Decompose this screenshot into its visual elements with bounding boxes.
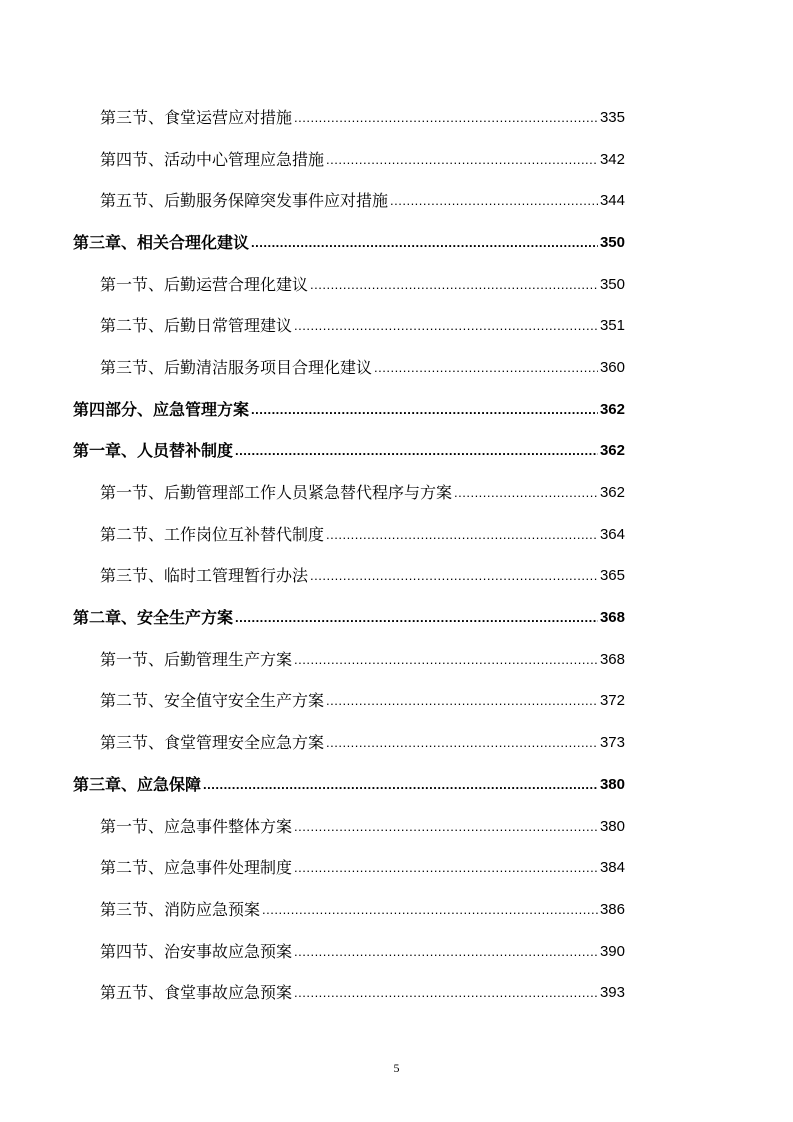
toc-entry[interactable] [0,180,793,222]
toc-entry-title: 第二节、后勤日常管理建议 [100,316,293,336]
toc-entry[interactable] [0,305,793,347]
toc-entry-page: 350 [599,275,625,293]
toc-entry-page: 380 [599,817,625,835]
toc-entry-page: 380 [599,775,625,793]
toc-entry[interactable] [0,722,793,764]
toc-entry-page: 373 [599,734,625,752]
toc-entry-title: 第三节、食堂管理安全应急方案 [100,733,325,753]
toc-entry[interactable] [0,431,793,473]
toc-dot-leader [374,358,598,378]
toc-entry[interactable] [0,931,793,973]
toc-entry[interactable] [0,347,793,389]
toc-entry-page: 342 [599,150,625,168]
table-of-contents [0,97,793,1014]
toc-dot-leader [235,441,598,461]
toc-entry-page: 386 [599,900,625,918]
toc-entry-page: 344 [599,192,625,210]
toc-entry[interactable] [0,264,793,306]
toc-entry-title: 第一节、后勤管理生产方案 [100,649,293,669]
toc-dot-leader [235,608,598,628]
toc-entry[interactable] [0,97,793,139]
toc-entry-page: 364 [599,525,625,543]
toc-entry-title: 第五节、食堂事故应急预案 [100,983,293,1003]
toc-entry[interactable] [0,556,793,598]
toc-entry-title: 第三节、消防应急预案 [100,899,261,919]
toc-dot-leader [262,900,598,920]
toc-entry-page: 351 [599,317,625,335]
toc-dot-leader [454,483,598,503]
toc-dot-leader [251,400,598,420]
toc-dot-leader [294,316,598,336]
toc-entry-title: 第三章、相关合理化建议 [73,232,250,252]
toc-entry-title: 第三节、临时工管理暂行办法 [100,566,309,586]
toc-entry[interactable] [0,764,793,806]
toc-dot-leader [326,691,598,711]
toc-dot-leader [294,817,598,837]
toc-entry-page: 362 [599,442,625,460]
toc-dot-leader [294,942,598,962]
toc-dot-leader [326,525,598,545]
toc-entry[interactable] [0,597,793,639]
toc-entry-title: 第三节、食堂运营应对措施 [100,107,293,127]
toc-entry[interactable] [0,972,793,1014]
page-number: 5 [393,1061,400,1075]
toc-entry-title: 第二章、安全生产方案 [73,608,234,628]
toc-entry-title: 第二节、安全值守安全生产方案 [100,691,325,711]
toc-entry[interactable] [0,806,793,848]
toc-entry-title: 第五节、后勤服务保障突发事件应对措施 [100,191,389,211]
toc-entry-page: 350 [599,233,625,251]
toc-dot-leader [294,858,598,878]
toc-entry-page: 362 [599,484,625,502]
toc-entry-page: 368 [599,650,625,668]
toc-entry[interactable] [0,514,793,556]
toc-entry-title: 第三节、后勤清洁服务项目合理化建议 [100,357,373,377]
toc-entry-page: 360 [599,358,625,376]
toc-entry[interactable] [0,389,793,431]
toc-dot-leader [294,650,598,670]
toc-entry-title: 第一节、应急事件整体方案 [100,816,293,836]
toc-dot-leader [390,191,598,211]
toc-entry-title: 第二节、应急事件处理制度 [100,858,293,878]
toc-entry-title: 第一章、人员替补制度 [73,441,234,461]
toc-entry-title: 第四部分、应急管理方案 [73,399,250,419]
toc-entry-title: 第四节、治安事故应急预案 [100,941,293,961]
toc-entry-title: 第三章、应急保障 [73,774,202,794]
toc-entry-title: 第二节、工作岗位互补替代制度 [100,524,325,544]
toc-entry-page: 365 [599,567,625,585]
toc-entry[interactable] [0,472,793,514]
toc-entry-page: 368 [599,609,625,627]
toc-entry-title: 第一节、后勤管理部工作人员紧急替代程序与方案 [100,483,453,503]
toc-entry-page: 390 [599,942,625,960]
toc-dot-leader [310,275,598,295]
toc-dot-leader [203,775,598,795]
toc-entry-page: 372 [599,692,625,710]
toc-dot-leader [326,733,598,753]
toc-dot-leader [294,108,598,128]
toc-entry[interactable] [0,681,793,723]
toc-dot-leader [326,150,598,170]
toc-entry[interactable] [0,222,793,264]
toc-entry[interactable] [0,889,793,931]
toc-entry-title: 第四节、活动中心管理应急措施 [100,149,325,169]
toc-dot-leader [251,233,598,253]
toc-entry[interactable] [0,847,793,889]
toc-entry-page: 362 [599,400,625,418]
toc-dot-leader [310,566,598,586]
toc-entry-title: 第一节、后勤运营合理化建议 [100,274,309,294]
toc-entry[interactable] [0,139,793,181]
toc-entry-page: 393 [599,984,625,1002]
toc-entry-page: 384 [599,859,625,877]
toc-dot-leader [294,983,598,1003]
toc-entry[interactable] [0,639,793,681]
toc-entry-page: 335 [599,108,625,126]
